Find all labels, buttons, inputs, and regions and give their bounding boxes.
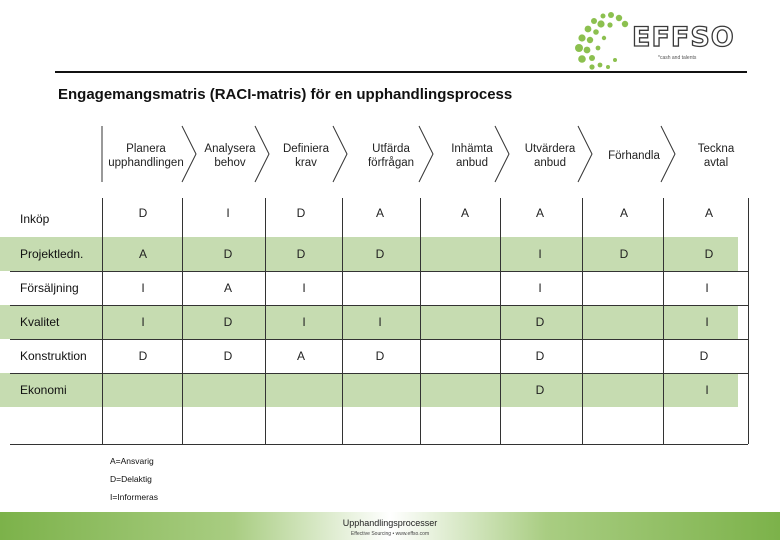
grid-line — [582, 198, 583, 444]
matrix-cell: I — [226, 206, 230, 220]
grid-line — [265, 198, 266, 444]
column-header-teckna: Teckna avtal — [697, 143, 735, 169]
matrix-cell: I — [378, 315, 382, 329]
page-title: Engagemangsmatris (RACI-matris) för en upphandlingsprocess — [58, 86, 513, 103]
matrix-cell: D — [223, 315, 233, 329]
grid-line — [10, 271, 748, 272]
matrix-cell: A — [296, 349, 305, 363]
matrix-cell: D — [619, 247, 629, 261]
column-header-forhandla: Förhandla — [608, 150, 660, 162]
matrix-cell: D — [296, 206, 306, 220]
matrix-cell: A — [223, 281, 232, 295]
footer-title: Upphandlingsprocesser — [342, 518, 438, 528]
matrix-cell: D — [535, 315, 545, 329]
grid-line — [10, 444, 748, 445]
row-label-ekonomi: Ekonomi — [20, 383, 67, 397]
matrix-cell: D — [375, 349, 385, 363]
matrix-cell: I — [705, 281, 709, 295]
grid-line — [10, 305, 748, 306]
grid-line — [182, 198, 183, 444]
grid-line — [500, 198, 501, 444]
row-label-inkop: Inköp — [20, 212, 50, 226]
matrix-cell: A — [619, 206, 628, 220]
matrix-cell: I — [705, 383, 709, 397]
grid-line — [663, 198, 664, 444]
matrix-cell: A — [535, 206, 544, 220]
matrix-cell: D — [138, 206, 148, 220]
grid-line — [420, 198, 421, 444]
matrix-cell: A — [138, 247, 147, 261]
brand-tagline: *cash and talents — [658, 55, 697, 61]
row-label-projektledn: Projektledn. — [20, 247, 84, 261]
matrix-cell: D — [138, 349, 148, 363]
matrix-cell: I — [302, 315, 306, 329]
matrix-cell: D — [296, 247, 306, 261]
row-bg-ekonomi — [0, 373, 738, 407]
column-header-definiera: Definiera krav — [282, 143, 330, 169]
grid-line — [10, 373, 748, 374]
matrix-cell: A — [704, 206, 713, 220]
column-header-utvardera: Utvärdera anbud — [524, 143, 576, 169]
legend-item-ansvarig: A=Ansvarig — [110, 456, 154, 466]
column-header-inhamta: Inhämta anbud — [451, 143, 493, 169]
matrix-cell: D — [223, 349, 233, 363]
grid-line — [342, 198, 343, 444]
grid-line — [102, 198, 103, 444]
grid-line — [10, 339, 748, 340]
matrix-cell: A — [375, 206, 384, 220]
matrix-cell: D — [535, 383, 545, 397]
column-header-utfarda: Utfärda förfrågan — [367, 143, 415, 169]
matrix-cell: I — [538, 281, 542, 295]
row-label-forsaljning: Försäljning — [20, 281, 79, 295]
column-header-analysera: Analysera behov — [204, 143, 256, 169]
matrix-cell: A — [460, 206, 469, 220]
column-header-planera: Planera upphandlingen — [108, 143, 184, 169]
matrix-cell: I — [302, 281, 306, 295]
matrix-cell: I — [538, 247, 542, 261]
row-label-konstruktion: Konstruktion — [20, 349, 87, 363]
legend-item-delaktig: D=Delaktig — [110, 474, 152, 484]
matrix-cell: D — [223, 247, 233, 261]
grid-line — [748, 198, 749, 444]
matrix-cell: I — [705, 315, 709, 329]
brand-name: EFFSO — [632, 22, 735, 53]
matrix-cell: I — [141, 315, 145, 329]
matrix-cell: D — [375, 247, 385, 261]
matrix-cell: D — [704, 247, 714, 261]
legend-item-informeras: I=Informeras — [110, 492, 158, 502]
footer-subtitle: Effective Sourcing • www.effso.com — [350, 531, 430, 537]
matrix-cell: I — [141, 281, 145, 295]
matrix-cell: D — [535, 349, 545, 363]
row-label-kvalitet: Kvalitet — [20, 315, 60, 329]
matrix-cell: D — [699, 349, 709, 363]
